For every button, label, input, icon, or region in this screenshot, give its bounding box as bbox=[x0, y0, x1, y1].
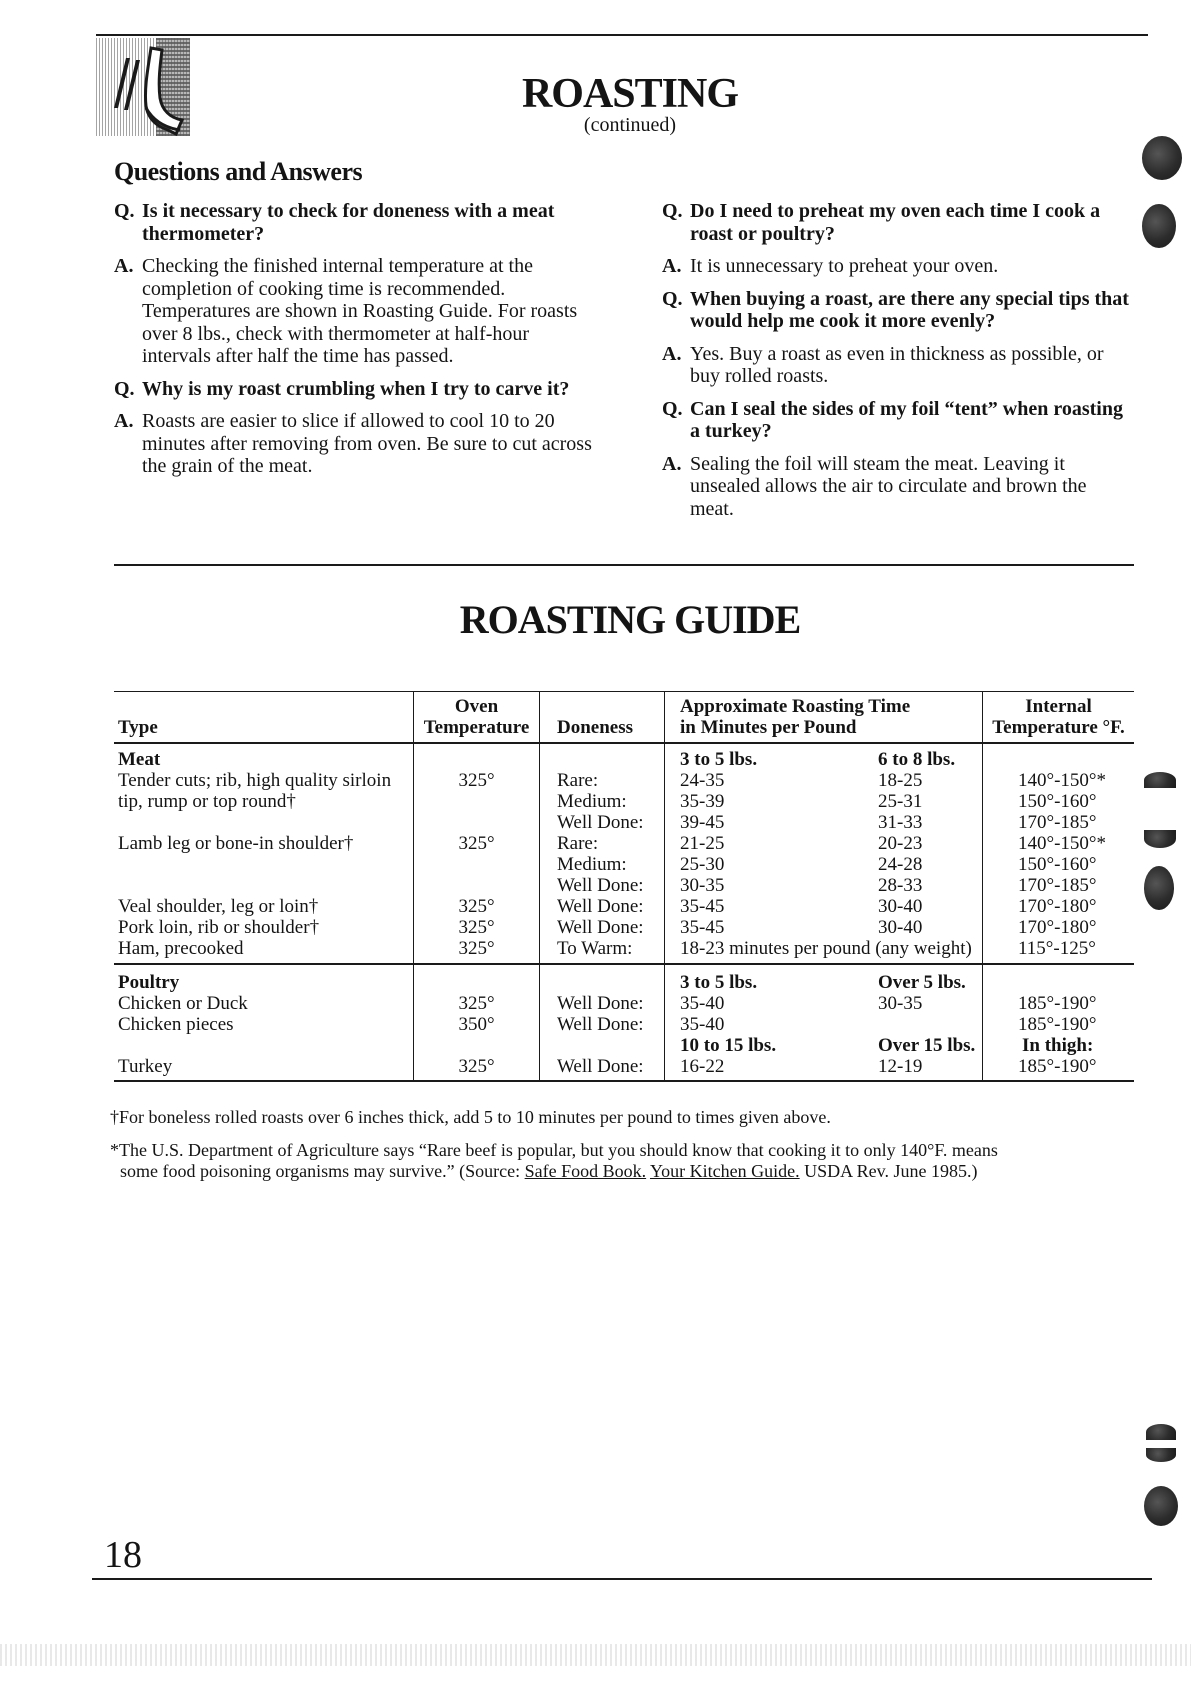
a-label: A. bbox=[114, 410, 134, 432]
meat-type: Tender cuts; rib, high quality sirloin bbox=[118, 770, 392, 791]
header-internal-2: Temperature °F. bbox=[992, 717, 1125, 738]
time-small: 35-45 bbox=[680, 917, 725, 938]
poultry-type: Turkey bbox=[118, 1056, 173, 1077]
header-type: Type bbox=[118, 717, 158, 738]
time-small: 39-45 bbox=[680, 812, 725, 833]
time-small: 16-22 bbox=[680, 1056, 725, 1077]
doneness: Well Done: bbox=[557, 896, 644, 917]
footnote-usda bbox=[110, 1140, 1150, 1182]
poultry-type: Chicken pieces bbox=[118, 1014, 234, 1035]
oven-temp: 325° bbox=[458, 993, 495, 1014]
oven-temp: 325° bbox=[458, 833, 495, 854]
time-large: 30-35 bbox=[878, 993, 923, 1014]
scan-artifact bbox=[0, 1644, 1191, 1666]
time-large: 18-25 bbox=[878, 770, 923, 791]
page-subtitle: (continued) bbox=[583, 114, 677, 136]
doneness: To Warm: bbox=[557, 938, 633, 959]
answer-text: Yes. Buy a roast as even in thickness as possible, or buy rolled roasts. bbox=[690, 342, 1104, 387]
a-label: A. bbox=[662, 255, 682, 277]
doneness: Rare: bbox=[557, 833, 599, 854]
internal-temp: 170°-180° bbox=[1018, 896, 1097, 917]
time-large: 30-40 bbox=[878, 917, 923, 938]
page-number: 18 bbox=[104, 1534, 142, 1576]
header-internal-1: Internal bbox=[1025, 696, 1092, 717]
footnote-usda-line-1: *The U.S. Department of Agriculture says “Rare beef is popular, but you should know that cooking it to only 140°F. means bbox=[110, 1140, 998, 1160]
internal-temp: 140°-150°* bbox=[1018, 833, 1107, 854]
doneness: Well Done: bbox=[557, 812, 644, 833]
q-label: Q. bbox=[114, 200, 135, 222]
binder-hole-icon bbox=[1144, 1486, 1178, 1526]
a-label: A. bbox=[662, 452, 682, 475]
column-divider bbox=[664, 691, 665, 1081]
answer-text: It is unnecessary to preheat your oven. bbox=[690, 255, 999, 277]
column-divider bbox=[982, 691, 983, 1081]
doneness: Well Done: bbox=[557, 875, 644, 896]
qa-heading: Questions and Answers bbox=[114, 157, 363, 186]
header-oven-2: Temperature bbox=[423, 717, 530, 738]
meat-type: Ham, precooked bbox=[118, 938, 244, 959]
answer-text: Sealing the foil will steam the meat. Leaving it unsealed allows the air to circulate and brown the meat. bbox=[690, 452, 1087, 520]
q-label: Q. bbox=[662, 200, 683, 222]
time-large: 12-19 bbox=[878, 1056, 923, 1077]
header-oven-1: Oven bbox=[454, 696, 499, 717]
meat-weight-large: 6 to 8 lbs. bbox=[878, 749, 956, 770]
internal-temp: 185°-190° bbox=[1018, 993, 1097, 1014]
binder-hole-icon bbox=[1142, 204, 1176, 248]
time-small: 35-40 bbox=[680, 993, 725, 1014]
binder-hole-icon bbox=[1142, 136, 1182, 180]
time-large: 30-40 bbox=[878, 896, 923, 917]
turkey-internal-label: In thigh: bbox=[1022, 1035, 1094, 1056]
poultry-weight-large: Over 5 lbs. bbox=[878, 972, 966, 993]
meat-type: tip, rump or top round† bbox=[118, 791, 296, 812]
turkey-weight-large: Over 15 lbs. bbox=[878, 1035, 976, 1056]
internal-temp: 170°-180° bbox=[1018, 917, 1097, 938]
doneness: Well Done: bbox=[557, 917, 644, 938]
doneness: Rare: bbox=[557, 770, 599, 791]
time-large: 24-28 bbox=[878, 854, 923, 875]
meat-type: Pork loin, rib or shoulder† bbox=[118, 917, 320, 938]
poultry-weight-small: 3 to 5 lbs. bbox=[680, 972, 758, 993]
meat-heading: Meat bbox=[118, 749, 161, 770]
source-title-1: Safe Food Book. bbox=[524, 1161, 647, 1181]
time-any-weight: 18-23 minutes per pound (any weight) bbox=[680, 938, 972, 959]
doneness: Well Done: bbox=[557, 1014, 644, 1035]
meat-weight-small: 3 to 5 lbs. bbox=[680, 749, 758, 770]
table-header-rule bbox=[114, 742, 1134, 744]
binder-hole-icon bbox=[1144, 830, 1176, 848]
time-small: 30-35 bbox=[680, 875, 725, 896]
footnote-usda-text: some food poisoning organisms may survive.” (Source: bbox=[120, 1161, 525, 1181]
binder-hole-icon bbox=[1144, 772, 1176, 788]
footnote-usda-line-2 bbox=[110, 1161, 1150, 1182]
time-small: 35-45 bbox=[680, 896, 725, 917]
guide-title: ROASTING GUIDE bbox=[459, 597, 801, 642]
meat-type: Veal shoulder, leg or loin† bbox=[118, 896, 319, 917]
doneness: Medium: bbox=[557, 854, 627, 875]
question-text: Why is my roast crumbling when I try to carve it? bbox=[142, 377, 570, 400]
binder-hole-icon bbox=[1146, 1424, 1176, 1440]
internal-temp: 140°-150°* bbox=[1018, 770, 1107, 791]
column-divider bbox=[539, 691, 540, 1081]
binder-hole-icon bbox=[1144, 866, 1174, 910]
meat-type: Lamb leg or bone-in shoulder† bbox=[118, 833, 354, 854]
time-large: 31-33 bbox=[878, 812, 923, 833]
internal-temp: 185°-190° bbox=[1018, 1056, 1097, 1077]
table-meat-rule bbox=[114, 963, 1134, 965]
oven-temp: 325° bbox=[458, 896, 495, 917]
source-title-2: Your Kitchen Guide. bbox=[649, 1161, 800, 1181]
oven-temp: 325° bbox=[458, 917, 495, 938]
footnote-usda-revision: USDA Rev. June 1985.) bbox=[799, 1161, 978, 1181]
doneness: Medium: bbox=[557, 791, 627, 812]
internal-temp: 150°-160° bbox=[1018, 854, 1097, 875]
time-large: 20-23 bbox=[878, 833, 923, 854]
answer-text: Checking the finished internal temperature at the completion of cooking time is recommended. Temperatures are shown in Roasting Guide. For roasts over 8 lbs., check with thermometer at half-hour intervals after half the time has passed. bbox=[142, 255, 578, 367]
time-small: 25-30 bbox=[680, 854, 725, 875]
poultry-type: Chicken or Duck bbox=[118, 993, 248, 1014]
table-bottom-rule bbox=[114, 1080, 1134, 1082]
page-title: ROASTING bbox=[521, 71, 739, 117]
oven-temp: 325° bbox=[458, 938, 495, 959]
internal-temp: 115°-125° bbox=[1018, 938, 1096, 959]
binder-hole-icon bbox=[1146, 1448, 1176, 1462]
question-text: When buying a roast, are there any special tips that would help me cook it more evenly? bbox=[690, 287, 1129, 332]
a-label: A. bbox=[662, 342, 682, 365]
header-time-1: Approximate Roasting Time bbox=[680, 696, 911, 717]
bottom-rule bbox=[92, 1578, 1152, 1580]
internal-temp: 185°-190° bbox=[1018, 1014, 1097, 1035]
internal-temp: 150°-160° bbox=[1018, 791, 1097, 812]
oven-temp: 325° bbox=[458, 1056, 495, 1077]
time-small: 24-35 bbox=[680, 770, 725, 791]
header-time-2: in Minutes per Pound bbox=[680, 717, 857, 738]
answer-text: Roasts are easier to slice if allowed to cool 10 to 20 minutes after removing from oven. Be sure to cut across the grain of the meat. bbox=[142, 410, 592, 477]
time-small: 35-40 bbox=[680, 1014, 725, 1035]
time-small: 21-25 bbox=[680, 833, 725, 854]
question-text: Is it necessary to check for doneness with a meat thermometer? bbox=[142, 200, 555, 245]
internal-temp: 170°-185° bbox=[1018, 875, 1097, 896]
time-large: 25-31 bbox=[878, 791, 923, 812]
question-text: Do I need to preheat my oven each time I cook a roast or poultry? bbox=[690, 200, 1101, 245]
turkey-weight-small: 10 to 15 lbs. bbox=[680, 1035, 777, 1056]
doneness: Well Done: bbox=[557, 993, 644, 1014]
oven-temp: 350° bbox=[458, 1014, 495, 1035]
oven-temp: 325° bbox=[458, 770, 495, 791]
table-top-rule bbox=[114, 691, 1134, 692]
question-text: Can I seal the sides of my foil “tent” when roasting a turkey? bbox=[690, 397, 1123, 442]
q-label: Q. bbox=[114, 377, 135, 400]
header-doneness: Doneness bbox=[557, 717, 634, 738]
time-large: 28-33 bbox=[878, 875, 923, 896]
q-label: Q. bbox=[662, 397, 683, 420]
footnote-dagger: †For boneless rolled roasts over 6 inches thick, add 5 to 10 minutes per pound to times given above. bbox=[110, 1107, 831, 1127]
q-label: Q. bbox=[662, 287, 683, 310]
doneness: Well Done: bbox=[557, 1056, 644, 1077]
poultry-heading: Poultry bbox=[118, 972, 180, 993]
time-small: 35-39 bbox=[680, 791, 725, 812]
a-label: A. bbox=[114, 255, 134, 277]
internal-temp: 170°-185° bbox=[1018, 812, 1097, 833]
